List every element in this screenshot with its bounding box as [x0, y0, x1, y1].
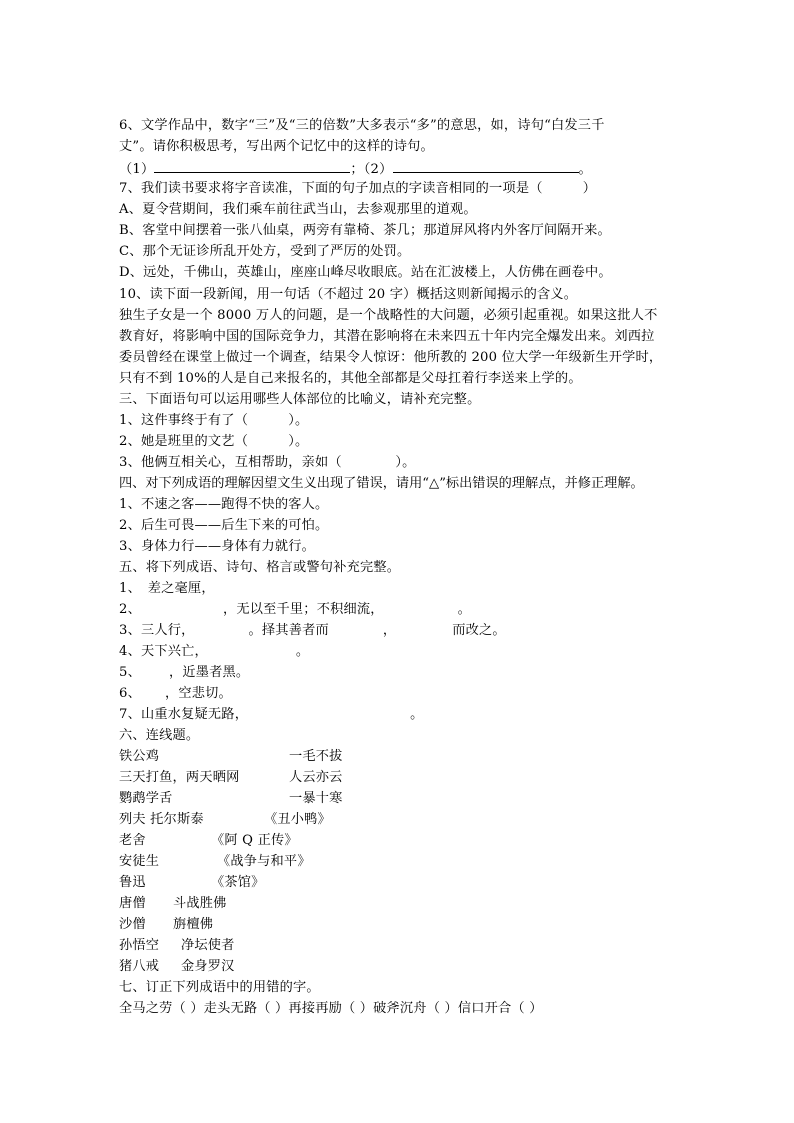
match-right-item: 《战争与和平》 — [217, 854, 311, 869]
q7-stem: 7、我们读书要求将字音读准，下面的句子加点的字读音相同的一项是（ ） — [119, 181, 597, 196]
match-right-item: 《茶馆》 — [211, 875, 265, 890]
match-left-item: 沙僧 — [119, 917, 146, 932]
s5-item-3-end: 而改之。 — [452, 623, 506, 638]
match-left-item: 三天打鱼，两天晒网 — [119, 770, 240, 785]
q10-paragraph-line-1: 独生子女是一个 8000 万人的问题，是一个战略性的大问题，必须引起重视。如果这批人不 — [119, 308, 658, 323]
section-7-heading: 七、订正下列成语中的用错的字。 — [119, 980, 320, 995]
s5-item-6-number: 6、 — [119, 686, 141, 701]
s5-item-3-comma: ， — [382, 623, 397, 638]
q7-option-a: A、夏令营期间，我们乘车前往武当山，去参观那里的道观。 — [119, 202, 477, 217]
q6-end: 。 — [578, 162, 592, 177]
s5-item-6 — [119, 684, 232, 704]
match-row — [119, 915, 214, 935]
s5-item-3-start: 3、三人行， — [119, 623, 195, 638]
s5-item-5-text: ，近墨者黑。 — [168, 665, 250, 680]
s5-item-7-end: 。 — [410, 707, 424, 722]
s5-item-2-end: 。 — [457, 602, 472, 617]
q10-stem: 10、读下面一段新闻，用一句话（不超过 20 字）概括这则新闻揭示的含义。 — [119, 287, 578, 302]
match-row — [119, 810, 331, 830]
match-left-item: 铁公鸡 — [119, 749, 160, 764]
match-right-item: 人云亦云 — [289, 770, 343, 785]
match-row — [119, 936, 235, 956]
s5-item-2-middle: ，无以至千里；不积细流， — [222, 602, 384, 617]
match-left-item: 猪八戒 — [119, 959, 160, 974]
match-row — [119, 831, 298, 851]
q6-answer-blank-2[interactable] — [393, 158, 579, 173]
s5-item-7-start: 7、山重水复疑无路， — [119, 707, 249, 722]
s5-item-7 — [119, 705, 423, 725]
s5-item-6-text: ，空悲切。 — [164, 686, 232, 701]
q10-paragraph-line-4: 只有不到 10%的人是自己来报名的，其他全部都是父母扛着行李送来上学的。 — [119, 371, 582, 386]
match-right-item: 斗战胜佛 — [173, 896, 227, 911]
q10-paragraph-line-3: 委员曾经在课堂上做过一个调查，结果令人惊讶：他所教的 200 位大学一年级新生开学时， — [119, 350, 663, 365]
match-left-item: 鲁迅 — [119, 875, 146, 890]
q6-line-1: 6、文学作品中，数字“三”及“三的倍数”大多表示“多”的意思，如，诗句“白发三千 — [119, 118, 605, 133]
match-row — [119, 747, 343, 767]
match-right-item: 一毛不拔 — [289, 749, 343, 764]
match-right-item: 净坛使者 — [181, 938, 235, 953]
q7-option-b: B、客堂中间摆着一张八仙桌，两旁有靠椅、茶几；那道屏风将内外客厅间隔开来。 — [119, 223, 611, 238]
s5-item-3 — [119, 621, 506, 641]
q7-option-c: C、那个无证诊所乱开处方，受到了严厉的处罚。 — [119, 244, 411, 259]
q6-answer-blank-1[interactable] — [154, 158, 350, 173]
s4-item-3: 3、身体力行——身体有力就行。 — [119, 539, 316, 554]
match-right-item: 《阿 Q 正传》 — [211, 833, 298, 848]
s5-item-1: 1、 差之毫厘， — [119, 581, 215, 596]
s5-item-4-start: 4、天下兴亡， — [119, 644, 208, 659]
s3-item-1: 1、这件事终于有了（ ）。 — [119, 413, 309, 428]
s5-item-2-number: 2、 — [119, 602, 141, 617]
match-right-item: 旃檀佛 — [173, 917, 214, 932]
s7-idiom-line: 全马之劳（ ）走头无路（ ）再接再励（ ）破斧沉舟（ ）信口开合（ ） — [119, 1001, 543, 1016]
match-left-item: 安徒生 — [119, 854, 160, 869]
s5-item-4 — [119, 642, 309, 662]
s5-item-3-middle: 。择其善者而 — [248, 623, 329, 638]
s3-item-3: 3、他俩互相关心，互相帮助，亲如（ ）。 — [119, 455, 416, 470]
match-left-item: 唐僧 — [119, 896, 146, 911]
match-left-item: 列夫 托尔斯泰 — [119, 812, 204, 827]
q6-blank-1-label: （1） — [119, 162, 155, 177]
section-4-heading: 四、对下列成语的理解因望文生义出现了错误，请用“△”标出错误的理解点，并修正理解。 — [119, 476, 644, 491]
s4-item-1: 1、不速之客——跑得不快的客人。 — [119, 497, 329, 512]
match-right-item: 《丑小鸭》 — [264, 812, 331, 827]
section-6-heading: 六、连线题。 — [119, 728, 200, 743]
q10-paragraph-line-2: 教育好，将影响中国的国际竞争力，其潜在影响将在未来四五十年内完全爆发出来。刘西拉 — [119, 329, 655, 344]
s5-item-5 — [119, 663, 249, 683]
s5-item-2 — [119, 600, 471, 620]
match-left-item: 老舍 — [119, 833, 146, 848]
match-row — [119, 894, 227, 914]
s5-item-5-number: 5、 — [119, 665, 141, 680]
match-row — [119, 789, 343, 809]
match-row — [119, 873, 265, 893]
q6-separator: ；（2） — [350, 162, 393, 177]
match-left-item: 鹦鹉学舌 — [119, 791, 173, 806]
s3-item-2: 2、她是班里的文艺（ ）。 — [119, 434, 309, 449]
q6-answer-line — [119, 158, 592, 180]
s5-item-4-end: 。 — [295, 644, 310, 659]
q6-line-2: 丈”。请你积极思考，写出两个记忆中的这样的诗句。 — [119, 139, 434, 154]
match-row — [119, 957, 235, 977]
q7-option-d: D、远处，千佛山，英雄山，座座山峰尽收眼底。站在汇波楼上，人仿佛在画卷中。 — [119, 265, 612, 280]
s4-item-2: 2、后生可畏——后生下来的可怕。 — [119, 518, 329, 533]
match-right-item: 金身罗汉 — [181, 959, 235, 974]
match-right-item: 一暴十寒 — [289, 791, 343, 806]
match-left-item: 孙悟空 — [119, 938, 160, 953]
section-3-heading: 三、下面语句可以运用哪些人体部位的比喻义，请补充完整。 — [119, 392, 481, 407]
match-row — [119, 768, 343, 788]
match-row — [119, 852, 311, 872]
section-5-heading: 五、将下列成语、诗句、格言或警句补充完整。 — [119, 560, 401, 575]
